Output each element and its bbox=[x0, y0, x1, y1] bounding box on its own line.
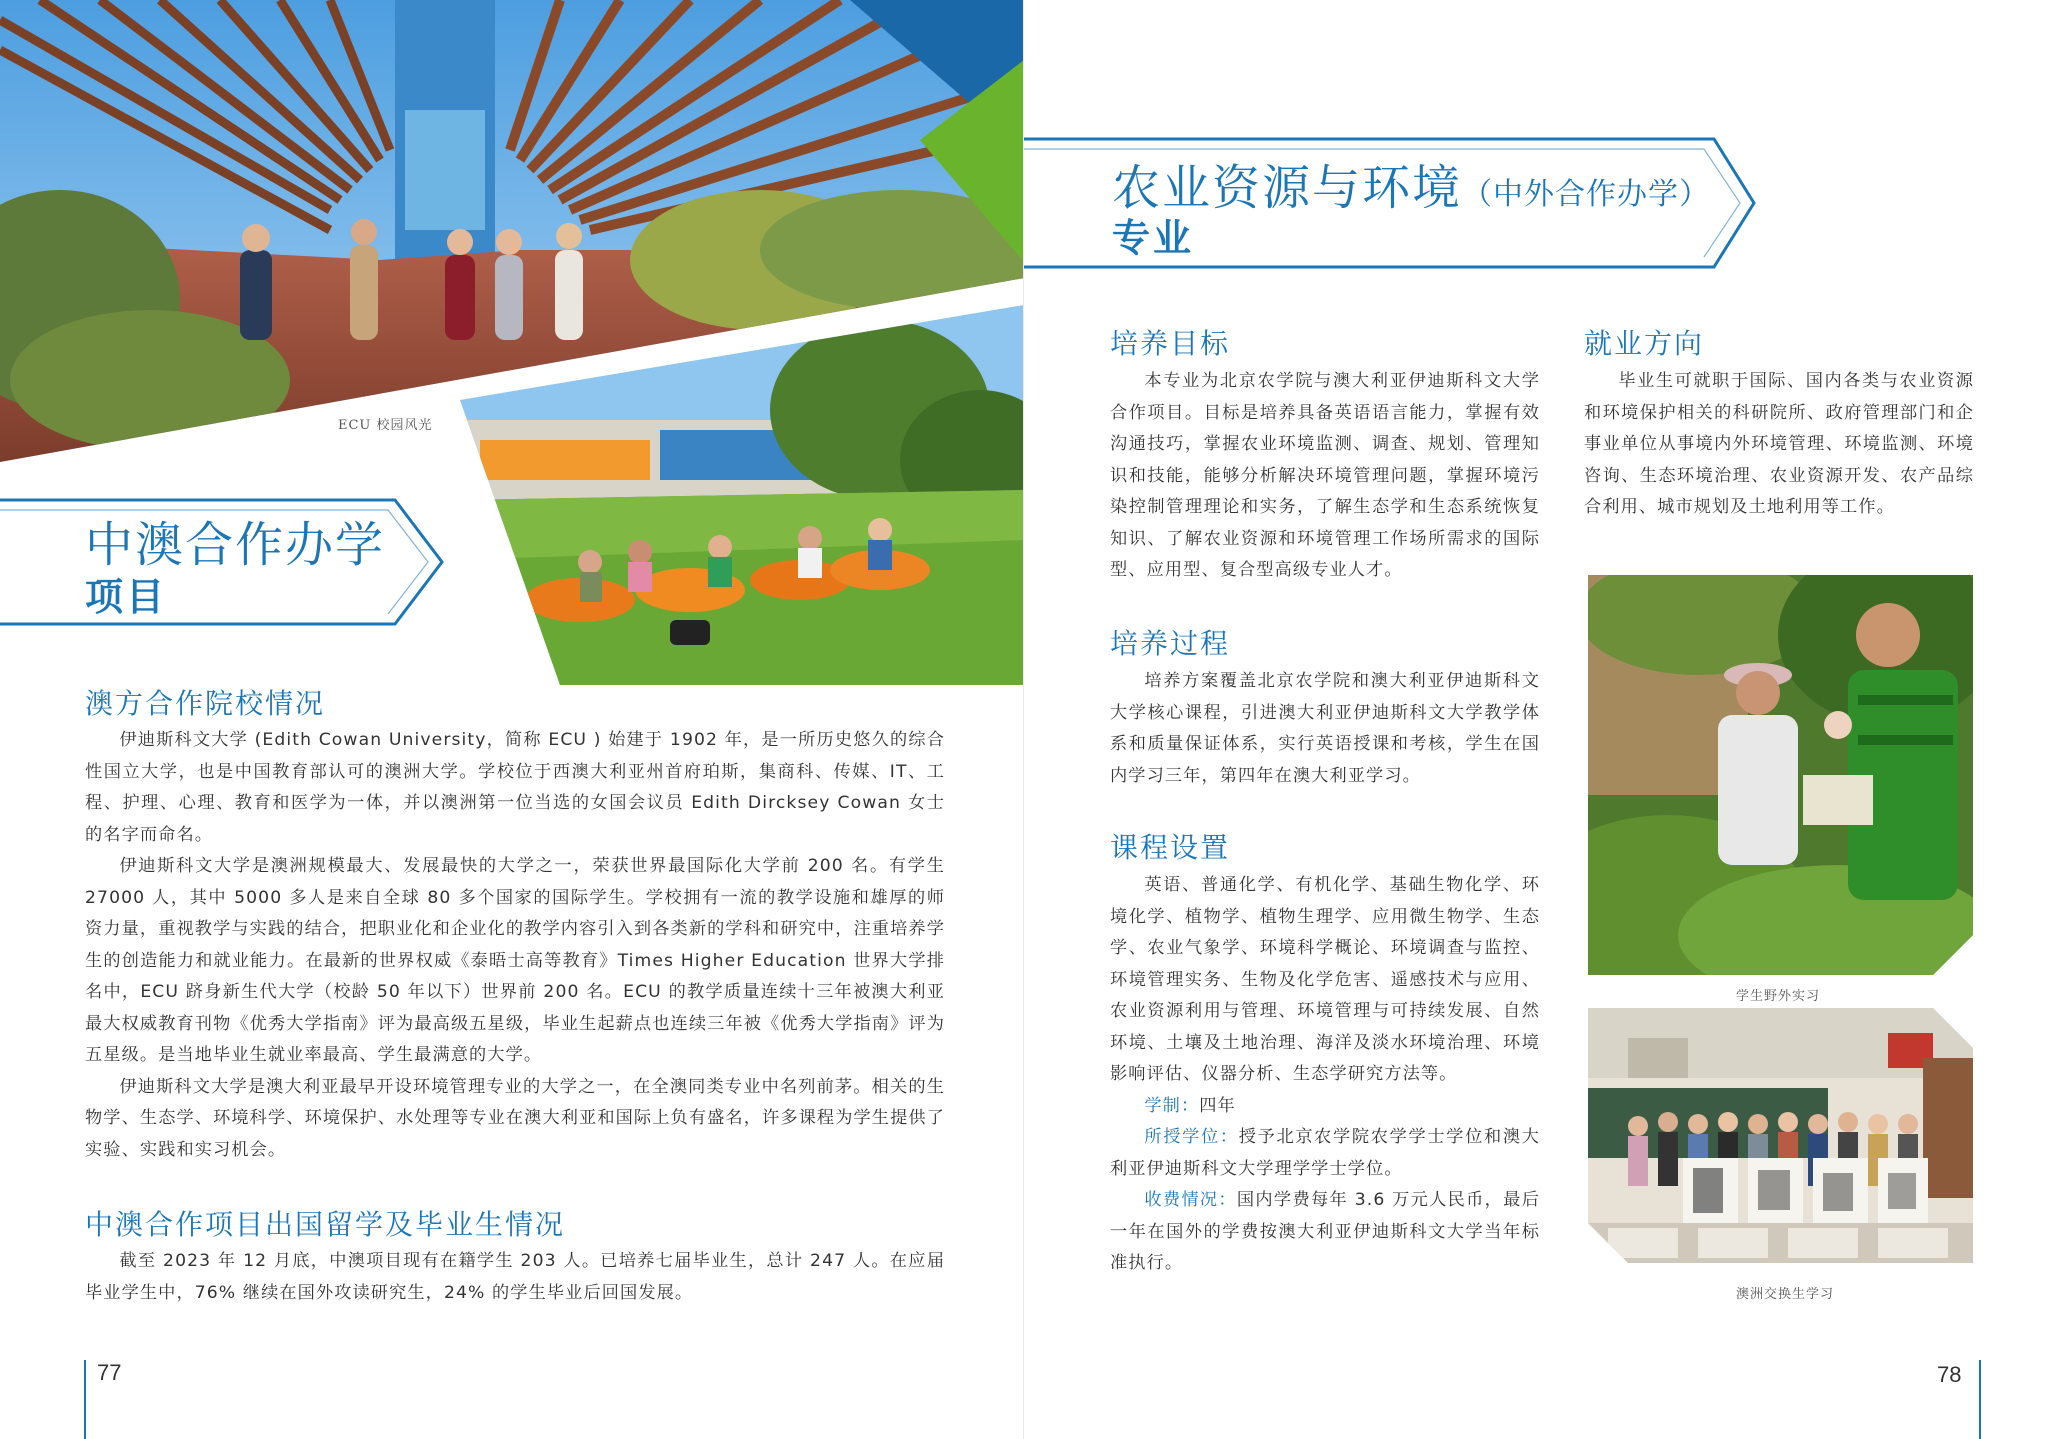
duration-row bbox=[1110, 1091, 1540, 1123]
field-practice-caption: 学生野外实习 bbox=[1736, 989, 1821, 1004]
duration-label: 学制： bbox=[1144, 1095, 1200, 1116]
process-text: 培养方案覆盖北京农学院和澳大利亚伊迪斯科文大学核心课程，引进澳大利亚伊迪斯科文大学教学体系和质量保证体系，实行英语授课和考核，学生在国内学习三年，第四年在澳大利亚学习。 bbox=[1110, 671, 1540, 786]
process-text-block bbox=[1110, 666, 1540, 792]
fee-row bbox=[1110, 1185, 1540, 1280]
left-banner-title: 中澳合作办学 bbox=[85, 517, 386, 573]
fee-value: 国内学费每年 3.6 万元人民币，最后一年在国外的学费按澳大利亚伊迪斯科文大学当年标准执行。 bbox=[1110, 1190, 1540, 1273]
section-heading-goal: 培养目标 bbox=[1110, 327, 1231, 360]
left-title-banner bbox=[0, 498, 450, 628]
right-page bbox=[1024, 0, 2048, 1439]
right-banner-title-main: 农业资源与环境 bbox=[1112, 160, 1463, 216]
exchange-students-caption: 澳洲交换生学习 bbox=[1736, 1287, 1835, 1302]
courses-text: 英语、普通化学、有机化学、基础生物化学、环境化学、植物学、植物生理学、应用微生物学、生态学、农业气象学、环境科学概论、环境调查与监控、环境管理实务、生物及化学危害、遥感技术与应用、农业资源利用与管理、环境管理与可持续发展、自然环境、土壤及土地治理、海洋及淡水环境治理、环境影响评估、仪器分析、生态学研究方法等。 bbox=[1110, 875, 1540, 1084]
courses-text-block bbox=[1110, 870, 1540, 1280]
left-page-number: 77 bbox=[97, 1360, 122, 1385]
section-heading-process: 培养过程 bbox=[1110, 627, 1231, 660]
partner-paragraph: 伊迪斯科文大学是澳洲规模最大、发展最快的大学之一，荣获世界最国际化大学前 200 名。有学生 27000 人，其中 5000 多人是来自全球 80 多个国家的国际学生。学校拥有一流的教学设施和雄厚的师资力量，重视教学与实践的结合，把职业化和企业化的教学内容引入到各类新的学科和研究中，注重培养学生的创造能力和就业能力。在最新的世界权威《泰晤士高等教育》Times Higher Education 世界大学排名中，ECU 跻身新生代大学（校龄 50 年以下）世界前 200 名。ECU 的教学质量连续十三年被澳大利亚最大权威教育刊物《优秀大学指南》评为最高级五星级，毕业生起薪点也连续三年被《优秀大学指南》评为五星级。是当地毕业生就业率最高、学生最满意的大学。 bbox=[85, 856, 945, 1065]
degree-row bbox=[1110, 1122, 1540, 1185]
left-banner-subtitle: 项目 bbox=[85, 575, 168, 619]
section-heading-career: 就业方向 bbox=[1584, 327, 1705, 360]
goal-text-block bbox=[1110, 366, 1540, 587]
right-title-banner bbox=[1024, 135, 1764, 271]
goal-text: 本专业为北京农学院与澳大利亚伊迪斯科文大学合作项目。目标是培养具备英语语言能力，掌握有效沟通技巧，掌握农业环境监测、调查、规划、管理知识和技能，能够分析解决环境管理问题，掌握环境污染控制管理理论和实务，了解生态学和生态系统恢复知识、了解农业资源和环境管理工作场所需求的国际型、应用型、复合型高级专业人才。 bbox=[1110, 371, 1540, 580]
field-practice-photo bbox=[1588, 575, 1973, 975]
degree-label: 所授学位： bbox=[1144, 1127, 1239, 1147]
campus-photo-caption: ECU 校园风光 bbox=[338, 418, 433, 433]
right-banner-title-suffix: （中外合作办学） bbox=[1462, 177, 1711, 212]
partner-paragraphs bbox=[85, 725, 945, 1166]
fee-label: 收费情况： bbox=[1144, 1190, 1237, 1210]
partner-paragraph: 伊迪斯科文大学是澳大利亚最早开设环境管理专业的大学之一，在全澳同类专业中名列前茅。相关的生物学、生态学、环境科学、环境保护、水处理等专业在澳大利亚和国际上负有盛名，许多课程为学生提供了实验、实践和实习机会。 bbox=[85, 1076, 945, 1160]
career-text-block bbox=[1584, 366, 1974, 524]
exchange-students-photo bbox=[1588, 1008, 1973, 1263]
right-page-rule bbox=[1979, 1360, 1981, 1439]
duration-value: 四年 bbox=[1199, 1095, 1236, 1116]
partner-paragraph: 伊迪斯科文大学 (Edith Cowan University，简称 ECU ) 始建于 1902 年，是一所历史悠久的综合性国立大学，也是中国教育部认可的澳洲大学。学校位于西澳大利亚州首府珀斯，集商科、传媒、IT、工程、护理、心理、教育和医学为一体，并以澳洲第一位当选的女国会议员 Edith Dircksey Cowan 女士的名字而命名。 bbox=[85, 730, 945, 845]
right-banner-title bbox=[1112, 149, 1710, 218]
campus-photo-lawn bbox=[460, 300, 1024, 685]
degree-value: 授予北京农学院农学学士学位和澳大利亚伊迪斯科文大学理学学士学位。 bbox=[1110, 1127, 1540, 1179]
career-text: 毕业生可就职于国际、国内各类与农业资源和环境保护相关的科研院所、政府管理部门和企事业单位从事境内外环境管理、环境监测、环境咨询、生态环境治理、农业资源开发、农产品综合利用、城市规划及土地利用等工作。 bbox=[1584, 371, 1974, 517]
right-page-number: 78 bbox=[1937, 1362, 1962, 1387]
graduates-paragraph: 截至 2023 年 12 月底，中澳项目现有在籍学生 203 人。已培养七届毕业生，总计 247 人。在应届毕业学生中，76% 继续在国外攻读研究生，24% 的学生毕业后回国发展。 bbox=[85, 1251, 945, 1303]
section-heading-courses: 课程设置 bbox=[1110, 831, 1231, 864]
section-heading-partner: 澳方合作院校情况 bbox=[85, 687, 326, 720]
section-heading-graduates: 中澳合作项目出国留学及毕业生情况 bbox=[85, 1208, 566, 1241]
graduates-paragraphs bbox=[85, 1246, 945, 1309]
left-page-rule bbox=[84, 1360, 86, 1439]
right-banner-subtitle: 专业 bbox=[1112, 216, 1195, 260]
